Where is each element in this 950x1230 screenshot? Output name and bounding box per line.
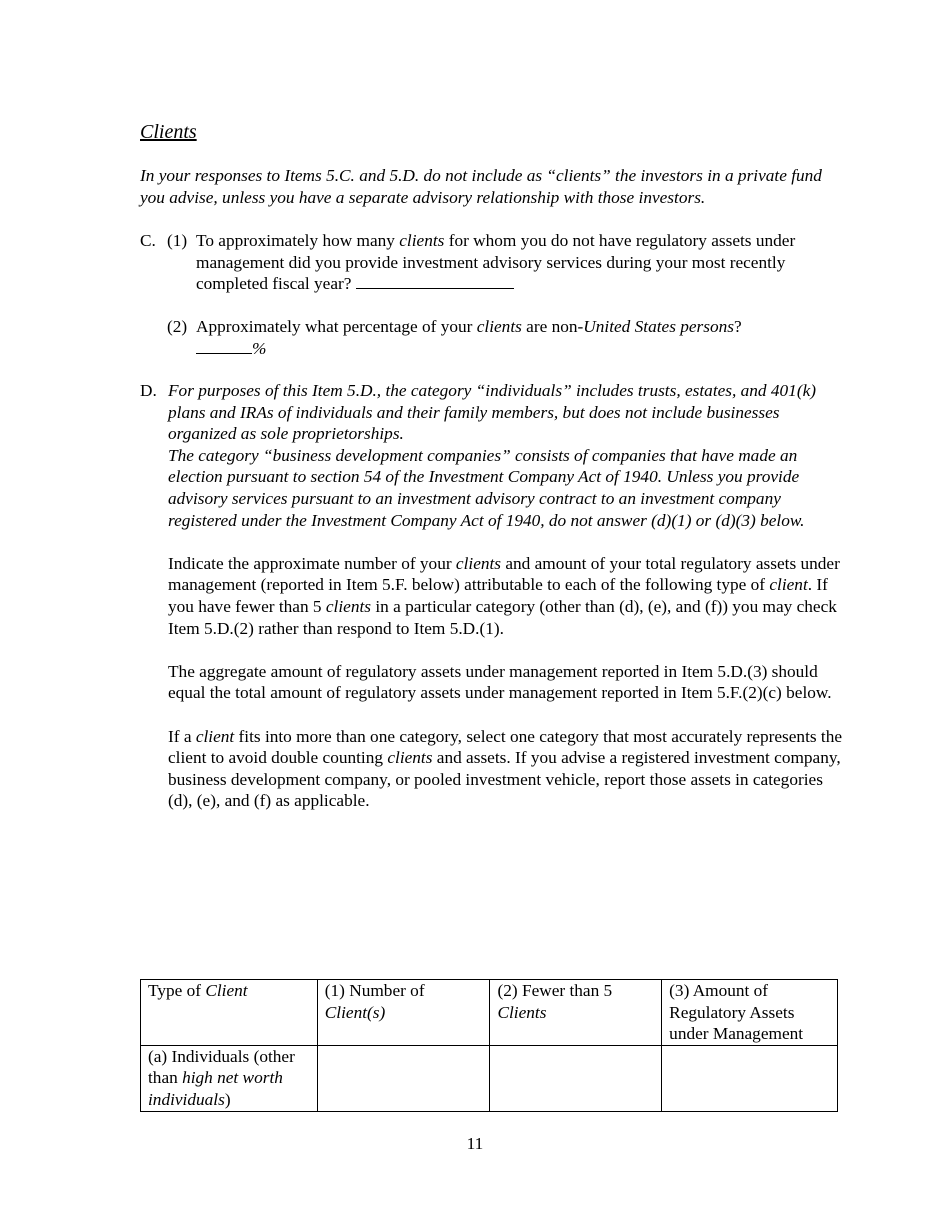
item-c2-number: (2) xyxy=(167,317,188,336)
page-number: 11 xyxy=(466,1134,484,1153)
intro-instruction: In your responses to Items 5.C. and 5.D. do not include as “clients” the investors in a private fund you advise, unless you have a separate advisory relationship with those investors. xyxy=(140,166,822,207)
section-heading: Clients xyxy=(140,121,197,143)
percent-sign: % xyxy=(252,338,267,358)
d-category-instruction: If a client fits into more than one category, select one category that most accurately represents the client to avoid double counting clients and assets. If you advise a registered investment company, business development company, or pooled investment vehicle, report those assets in categories (d), (e), and (f) as applicable. xyxy=(168,726,843,811)
item-c1-question: To approximately how many clients for whom you do not have regulatory assets under management did you provide investment advisory services during your most recently completed fiscal year? xyxy=(196,231,796,294)
header-amount-of-assets: (3) Amount of Regulatory Assets under Management xyxy=(662,980,838,1046)
table-header-row xyxy=(141,980,838,1046)
item-c2-question: Approximately what percentage of your clients are non-United States persons? % xyxy=(196,317,742,358)
d-indicate-instruction: Indicate the approximate number of your clients and amount of your total regulatory assets under management (reported in Item 5.F. below) attributable to each of the following type of client. If you have fewer than 5 clients in a particular category (other than (d), (e), and (f)) you may check Item 5.D.(2) rather than respond to Item 5.D.(1). xyxy=(168,553,840,638)
row-fewer-than-5-cell[interactable] xyxy=(490,1045,662,1111)
row-amount-cell[interactable] xyxy=(662,1045,838,1111)
item-c1-number: (1) xyxy=(167,231,188,250)
d-aggregate-instruction: The aggregate amount of regulatory assets under management reported in Item 5.D.(3) should equal the total amount of regulatory assets under management reported in Item 5.F.(2)(c) below. xyxy=(168,661,832,703)
item-d-label: D. xyxy=(140,381,157,400)
c1-answer-blank[interactable] xyxy=(356,273,514,289)
item-d-body xyxy=(168,380,843,833)
d-bdc-definition: The category “business development companies” consists of companies that have made an election pursuant to section 54 of the Investment Company Act of 1940. Unless you provide advisory services pursuant to an investment advisory contract to an investment company registered under the Investment Company Act of 1940, do not answer (d)(1) or (d)(3) below. xyxy=(168,445,805,530)
c2-percent-blank[interactable] xyxy=(196,338,252,354)
header-type-of-client: Type of Client xyxy=(141,980,318,1046)
client-type-table xyxy=(140,979,838,1112)
clients-term: clients xyxy=(399,231,445,250)
header-number-of-clients: (1) Number of Client(s) xyxy=(317,980,490,1046)
table-row xyxy=(141,1045,838,1111)
row-number-cell[interactable] xyxy=(317,1045,490,1111)
d-individuals-definition: For purposes of this Item 5.D., the category “individuals” includes trusts, estates, and 401(k) plans and IRAs of individuals and their family members, but does not include businesses organized as sole proprietorships. xyxy=(168,381,816,444)
item-c-label: C. xyxy=(140,231,156,250)
header-fewer-than-5: (2) Fewer than 5 Clients xyxy=(490,980,662,1046)
row-client-type: (a) Individuals (other than high net worth individuals) xyxy=(141,1045,318,1111)
